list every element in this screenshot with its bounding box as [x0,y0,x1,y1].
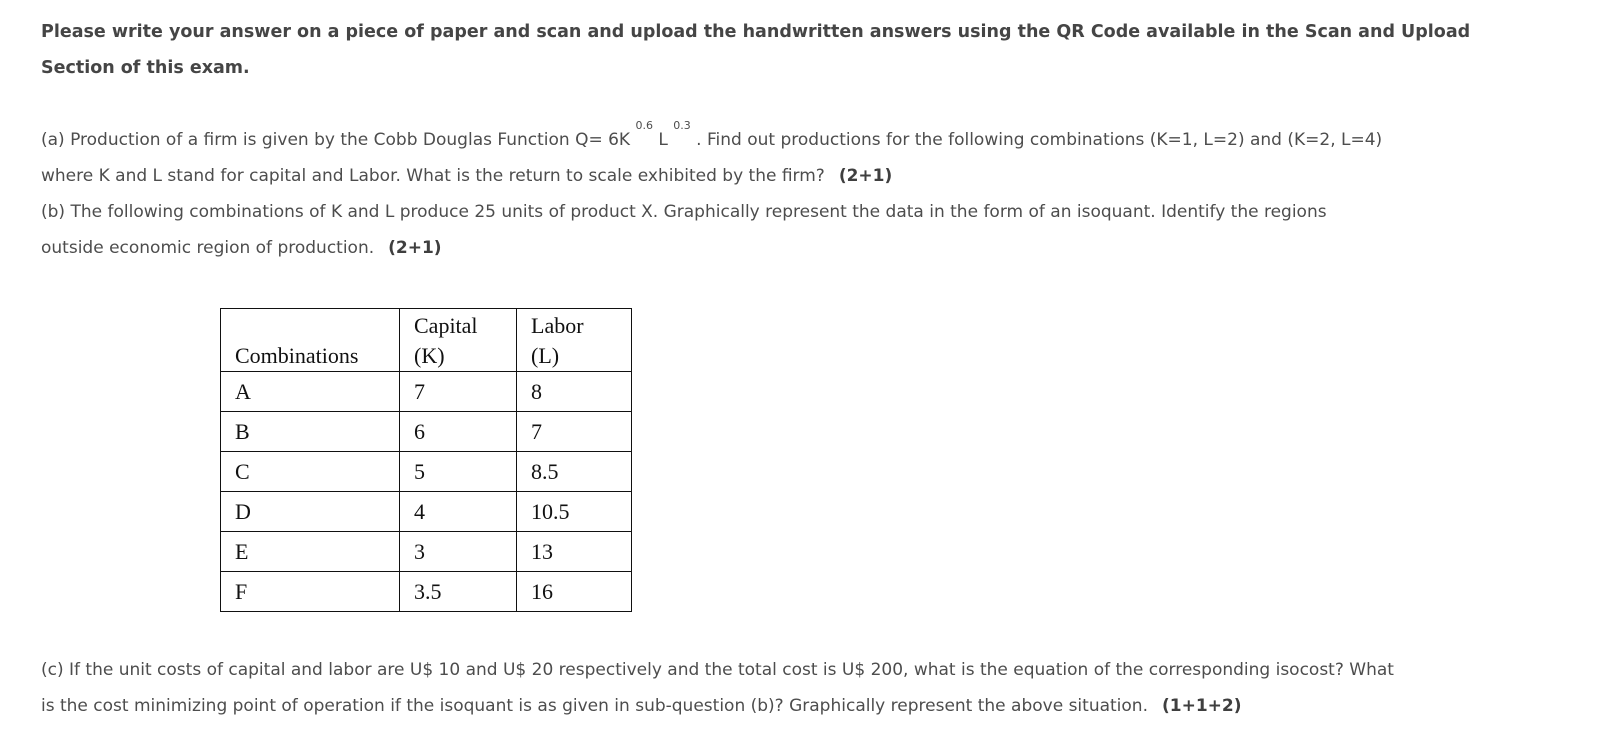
question-a-line-2-text: where K and L stand for capital and Labor. What is the return to scale exhibited by the firm? [41,166,825,186]
cell-combination: E [221,532,400,572]
table-row [221,492,632,532]
question-b-line-1: (b) The following combinations of K and L produce 25 units of product X. Graphically represent the data in the form of an isoquant. Identify the regions [41,202,1327,222]
table-row [221,532,632,572]
exam-instruction [41,14,1481,86]
question-a-line-2 [41,158,1521,194]
table-row [221,372,632,412]
table-row [221,412,632,452]
question-c-line-1: (c) If the unit costs of capital and labor are U$ 10 and U$ 20 respectively and the total cost is U$ 200, what is the equation of the corresponding isocost? What [41,660,1394,680]
cell-labor: 8.5 [517,452,632,492]
table-row [221,452,632,492]
cell-capital: 3.5 [400,572,517,612]
question-c [41,652,1521,724]
cell-capital: 3 [400,532,517,572]
question-b-marks: (2+1) [388,238,442,258]
cell-labor: 7 [517,412,632,452]
cell-capital: 7 [400,372,517,412]
instruction-line-2: Section of this exam. [41,58,250,78]
cell-combination: B [221,412,400,452]
question-a-text-after: . Find out productions for the following combinations (K=1, L=2) and (K=2, L=4) [690,130,1383,150]
cell-capital: 6 [400,412,517,452]
header-labor: Labor (L) [517,309,632,372]
question-a-marks: (2+1) [838,166,893,186]
cell-capital: 5 [400,452,517,492]
header-combinations: Combinations [221,309,400,372]
question-a-text-before: (a) Production of a firm is given by the Cobb Douglas Function Q= 6K [41,130,636,150]
table-header-row [221,309,632,372]
cell-labor: 10.5 [517,492,632,532]
isoquant-data-table [220,308,632,612]
cell-combination: C [221,452,400,492]
table-row [221,572,632,612]
exponent-k: 0.6 [635,119,653,132]
question-c-line-2-text: is the cost minimizing point of operation if the isoquant is as given in sub-question (b)? Graphically represent the above situation. [41,696,1148,716]
cell-combination: A [221,372,400,412]
header-capital: Capital (K) [400,309,517,372]
question-a-b [41,119,1521,266]
question-b-line-2 [41,230,1521,266]
question-a-mid: L [653,130,674,150]
cell-labor: 13 [517,532,632,572]
question-a-line-1 [41,119,1521,158]
cell-combination: D [221,492,400,532]
cell-labor: 16 [517,572,632,612]
cell-combination: F [221,572,400,612]
cell-labor: 8 [517,372,632,412]
question-c-marks: (1+1+2) [1161,696,1242,716]
question-c-line-2 [41,688,1521,724]
instruction-line-1: Please write your answer on a piece of paper and scan and upload the handwritten answers using the QR Code available in the Scan and Upload [41,22,1471,42]
cell-capital: 4 [400,492,517,532]
question-b-line-2-text: outside economic region of production. [41,238,375,258]
exponent-l: 0.3 [673,119,691,132]
